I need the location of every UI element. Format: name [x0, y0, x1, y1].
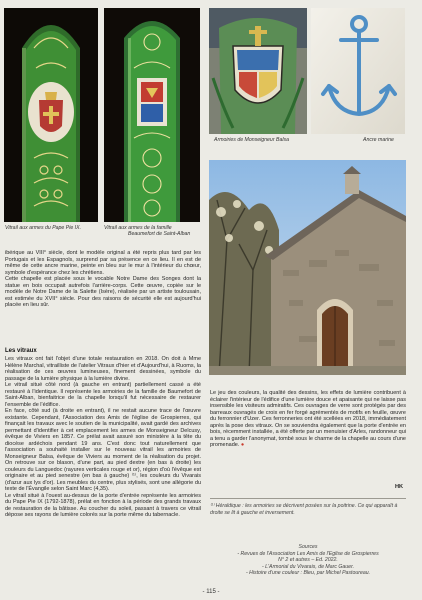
source-line-2: N° 2 et autres – Ed. 2022. — [278, 557, 338, 564]
paragraph-notre-dame: Cette chapelle est placée sous le vocable Notre Dame des Songes dont la statue en bois occupait autrefois l'arrière-corps. Cette œuvre, copiée sur le modèle de Notre Dame de la Salette (Isère), réalisée par un artiste toulousain, est estimée du XVII° siècle. Pour des raisons de sécurité elle est aujourd'hui placée en lieu sûr. — [5, 276, 201, 308]
source-line-4: - Histoire d'une couleur : Bleu, par Michel Pastoureau. — [245, 570, 371, 577]
armoiries-balsa-photo — [209, 8, 307, 134]
footnote: ⁽¹⁾ Héraldique : les armoiries se décrivent posées sur la poitrine. Ce qui apparaît à droite se lit à gauche et inversement. — [210, 503, 398, 516]
paragraph-lumiere-text: Le jeu des couleurs, la qualité des dessins, les effets de lumière contribuent à éclairer l'intérieur de l'édifice d'une lumière douce et apaisante qui ne laisse pas insensible les visiteurs admiratifs. Ces ouvrages de verre sont protégés par des barreaux ouvragés de croix en fer forgé agrémentés de motifs en feuille, œuvre du ferronnier d'Uzer. Ces ferronneries ont été scellées en 2018, immédiatement après la pose des vitraux. On se souviendra également que la porte d'entrée en bois, récemment installée, a été offerte par un menuisier d'Arles, randonneur qui a tenu a garder l'anonymat, tombé sous le charme de la chapelle au cours d'une promenade. — [210, 390, 406, 448]
sources-block — [210, 544, 406, 577]
caption-vitrail-baumefort-line1: Vitrail aux armes de la famille — [104, 225, 172, 231]
source-line-3: - L'Armorial du Vivarais, de Marc Gauer. — [261, 563, 355, 570]
armoiries-illustration — [209, 8, 307, 134]
footnote-divider — [210, 498, 406, 499]
ancre-marine-photo — [311, 8, 405, 134]
paragraph-vitrail-nord: Le vitrail situé côté nord (à gauche en entrant) partiellement cassé a été restauré à l'identique. Il représente les armoiries de la famille de Baumefort de Saint-Alban, bienfaitrice de la chapelle lorsqu'il fut nécessaire de restaurer l'ensemble de l'édifice. — [5, 382, 201, 408]
caption-vitrail-pie-ix: Vitrail aux armes du Pape Pie IX. — [5, 225, 82, 231]
right-column-text — [210, 390, 406, 449]
paragraph-lumiere — [210, 390, 406, 449]
end-mark: ● — [240, 442, 245, 448]
paragraph-vitrail-sud: En face, côté sud (à droite en entrant), il ne restait aucune trace de l'œuvre existante. Cependant, l'Association des Amis de l'église de Grospierres, qui finançait les travaux avec le soutien de la municipalité, avait gardé des archives permettant d'identifier à cet emplacement les armes de Monseigneur Delcusy, évêque de Viviers en 1857. Ce prélat avait assuré son ministère à la tête du diocèse ardéchois pendant 19 ans. C'est donc tout naturellement que l'association a souhaité installer sur le nouveau vitrail les armoiries de Monseigneur Balsa, évêque de Viviers au moment de la réalisation du projet. On retrouve sur ce blason, d'une part, au pied dextre (en bas à droite) les couleurs du Languedoc (rayures verticales rouge et or), région d'où l'évêque est originaire et au pied senestre (en bas à gauche) ⁽¹⁾, les couleurs du Vivarais (d'azur aux lys d'or). Les meubles du centre, plus stylisés, sont une allégorie du texte de l'Évangile selon Saint Marc (4,35). — [5, 408, 201, 492]
caption-ancre: Ancre marine — [363, 137, 394, 143]
source-line-1: - Revues de l'Association Les Amis de l'Eglise de Grospierres — [237, 550, 379, 557]
intro-text — [5, 250, 201, 309]
sources-title: Sources — [298, 544, 318, 550]
caption-armoiries: Armoiries de Monseigneur Balsa — [214, 137, 289, 143]
chapelle-illustration — [209, 160, 406, 375]
section-heading-vitraux: Les vitraux — [5, 348, 37, 354]
vitrail-baumefort-photo — [104, 8, 200, 222]
paragraph-vitrail-ouest: Le vitrail situé à l'ouest au-dessus de la porte d'entrée représente les armoiries du Pape Pie IX (1792-1878), prélat en fonction à la période des grands travaux de restauration de la bâtisse. Au coucher du soleil, passant à travers ce vitrail dépose ses rayons de lumière colorés sur la porte même du tabernacle. — [5, 492, 201, 518]
caption-vitrail-baumefort-line2: Beaumefort de Saint-Alban — [128, 231, 191, 237]
paragraph-restauration: Les vitraux ont fait l'objet d'une totale restauration en 2018. On doit à Mme Hélène Marchal, vitrailliste de l'atelier Vitraux d'hier et d'Aujourd'hui, à Ruoms, la réalisation de ces œuvres lumineuses, finement dessinées, symbole du passage de la lumière physique à la lumière divine. — [5, 356, 201, 382]
chapelle-photo — [209, 160, 406, 375]
vitrail-baumefort-illustration — [104, 8, 200, 222]
vitrail-pie-ix-photo — [4, 8, 98, 222]
ancre-illustration — [311, 8, 405, 134]
vitrail-pie-ix-illustration — [4, 8, 98, 222]
vitraux-text — [5, 356, 201, 519]
author-signature: HK — [395, 484, 404, 490]
page-number: - 115 - — [202, 589, 220, 595]
paragraph-ancre: ibérique au VIII° siècle, dont le modèle original a été repris plus tard par les Portugais et les Espagnols, surprend par sa présence en ce lieu. Il en est de même de cette ancre marine, peinte en bleu sur le mur à l'intérieur du chœur, symbole d'espérance chez les chrétiens. — [5, 250, 201, 276]
